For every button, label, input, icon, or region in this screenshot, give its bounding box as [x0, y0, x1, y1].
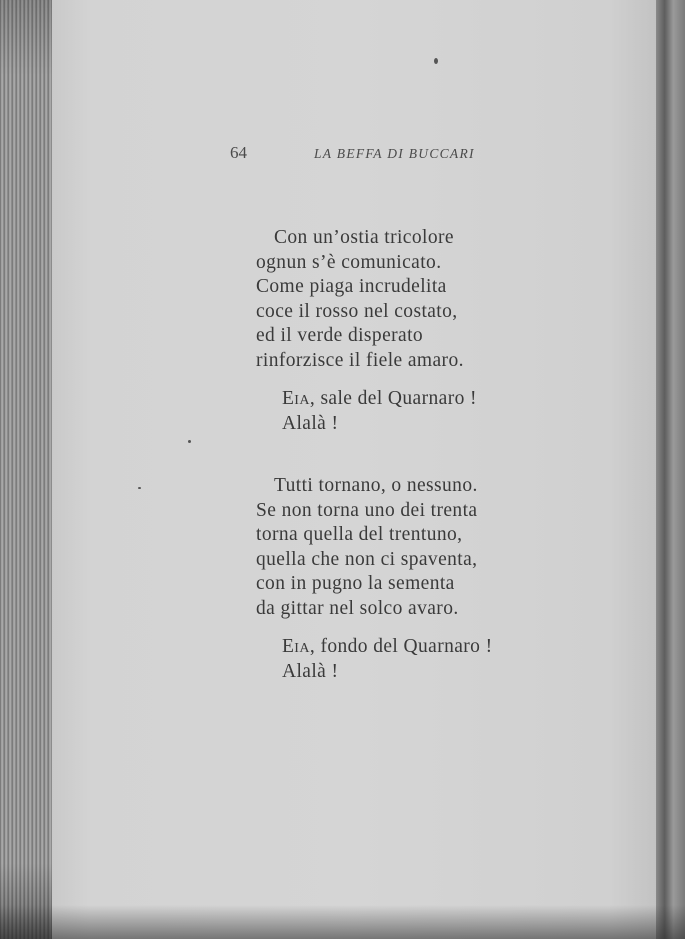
refrain-text: , sale del Quarnaro !: [309, 388, 477, 409]
poem: [256, 226, 493, 684]
refrain-eia: Eia: [282, 388, 310, 409]
refrain-line: [256, 635, 493, 660]
ink-speck: [188, 440, 191, 443]
refrain-line: [256, 387, 493, 412]
verse-line: rinforzisce il fiele amaro.: [256, 349, 464, 371]
verse-line: Con un’ostia tricolore: [274, 227, 454, 248]
binding-edge: [656, 0, 685, 939]
stanza-1: [256, 226, 493, 373]
refrain-text: , fondo del Quarnaro !: [309, 636, 493, 657]
verse-line: da gittar nel solco avaro.: [256, 597, 459, 619]
refrain-eia: Eia: [282, 636, 310, 657]
refrain-1: [256, 387, 493, 436]
verse-line: ognun s’è comunicato.: [256, 251, 442, 273]
verse-line: quella che non ci spaventa,: [256, 548, 478, 570]
verse-line: coce il rosso nel costato,: [256, 300, 458, 322]
verse-line: Come piaga incrudelita: [256, 276, 447, 297]
stanza-2: [256, 474, 493, 621]
refrain-alala: Alalà !: [282, 412, 339, 434]
refrain-2: [256, 635, 493, 684]
ink-speck: [434, 58, 438, 64]
verse-line: ed il verde disperato: [256, 325, 424, 346]
ink-speck: [138, 487, 141, 489]
verse-line: Se non torna uno dei trenta: [256, 499, 478, 521]
verse-line: con in pugno la sementa: [256, 573, 455, 594]
running-title: LA BEFFA DI BUCCARI: [314, 146, 475, 161]
verse-line: torna quella del trentuno,: [256, 524, 463, 545]
page-number: 64: [230, 143, 247, 162]
verse-line: Tutti tornano, o nessuno.: [274, 475, 478, 496]
running-header: [230, 143, 530, 167]
bottom-shadow: [0, 905, 685, 939]
refrain-alala: Alalà !: [282, 660, 339, 682]
